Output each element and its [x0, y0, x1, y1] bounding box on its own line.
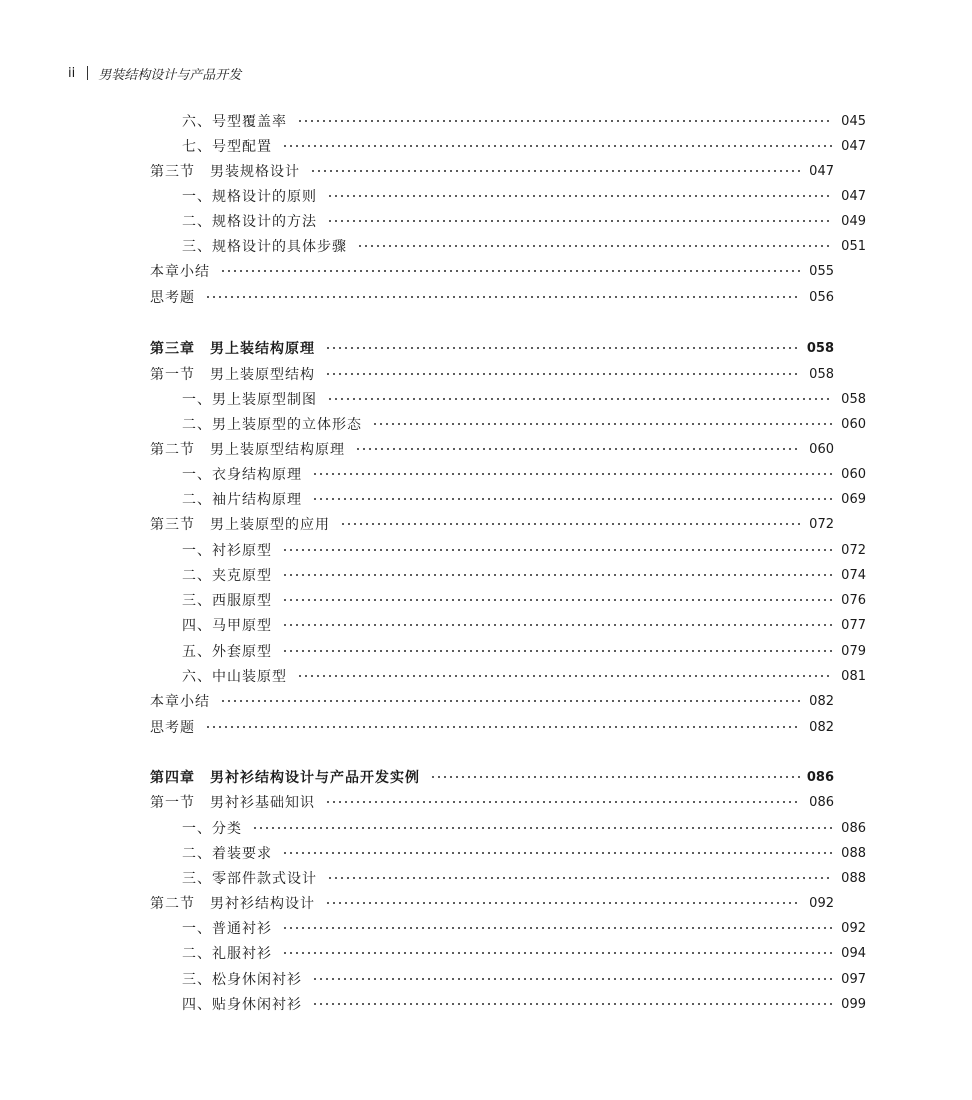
toc-entry-title: 七、号型配置: [182, 139, 272, 155]
toc-entry-title: 三、规格设计的具体步骤: [182, 239, 347, 255]
dot-leader: [327, 398, 832, 400]
dot-leader: [325, 347, 800, 349]
toc-page-number: 088: [841, 870, 866, 886]
dot-leader: [282, 145, 832, 147]
toc-page-number: 082: [809, 719, 834, 735]
toc-entry-title: 第三节 男上装原型的应用: [150, 517, 330, 533]
dot-leader: [325, 801, 800, 803]
dot-leader: [282, 549, 832, 551]
toc-page-number: 099: [841, 996, 866, 1012]
toc-entry-title: 二、规格设计的方法: [182, 214, 317, 230]
toc-entry-title: 第一节 男上装原型结构: [150, 367, 315, 383]
toc-item-row[interactable]: [0, 640, 972, 662]
dot-leader: [340, 523, 800, 525]
toc-page-number: 077: [841, 617, 866, 633]
toc-item-row[interactable]: [0, 413, 972, 435]
dot-leader: [312, 473, 832, 475]
toc-page-number: 092: [809, 895, 834, 911]
toc-entry-title: 思考题: [150, 290, 195, 306]
toc-item-row[interactable]: [0, 968, 972, 990]
toc-entry-title: 一、衬衫原型: [182, 543, 272, 559]
toc-item-row[interactable]: [0, 388, 972, 410]
toc-entry-title: 思考题: [150, 720, 195, 736]
toc-page-number: 056: [809, 289, 834, 305]
dot-leader: [312, 498, 832, 500]
toc-item-row[interactable]: [0, 942, 972, 964]
toc-entry-title: 一、普通衬衫: [182, 921, 272, 937]
toc-entry-title: 三、西服原型: [182, 593, 272, 609]
dot-leader: [327, 195, 832, 197]
toc-entry-title: 第三节 男装规格设计: [150, 164, 300, 180]
toc-page-number: 060: [841, 466, 866, 482]
dot-leader: [252, 827, 832, 829]
toc-page-number: 072: [841, 542, 866, 558]
dot-leader: [220, 270, 800, 272]
toc-page-number: 051: [841, 238, 866, 254]
dot-leader: [312, 1003, 832, 1005]
dot-leader: [282, 599, 832, 601]
toc-summary-row[interactable]: [0, 716, 940, 738]
toc-item-row[interactable]: [0, 842, 972, 864]
dot-leader: [282, 927, 832, 929]
toc-page-number: 076: [841, 592, 866, 608]
toc-item-row[interactable]: [0, 867, 972, 889]
toc-entry-title: 二、着装要求: [182, 846, 272, 862]
toc-item-row[interactable]: [0, 614, 972, 636]
toc-summary-row[interactable]: [0, 286, 940, 308]
dot-leader: [312, 978, 832, 980]
toc-page-number: 060: [809, 441, 834, 457]
toc-summary-row[interactable]: [0, 260, 940, 282]
dot-leader: [282, 852, 832, 854]
toc-entry-title: 第二节 男上装原型结构原理: [150, 442, 345, 458]
toc-item-row[interactable]: [0, 539, 972, 561]
dot-leader: [327, 220, 832, 222]
toc-item-row[interactable]: [0, 817, 972, 839]
toc-item-row[interactable]: [0, 210, 972, 232]
toc-page-number: 045: [841, 113, 866, 129]
toc-entry-title: 三、零部件款式设计: [182, 871, 317, 887]
dot-leader: [282, 650, 832, 652]
toc-item-row[interactable]: [0, 564, 972, 586]
toc-page-number: 058: [806, 340, 834, 356]
dot-leader: [282, 952, 832, 954]
toc-page-number: 092: [841, 920, 866, 936]
running-header: [68, 63, 241, 83]
dot-leader: [282, 624, 832, 626]
toc-chapter-row[interactable]: [0, 766, 940, 788]
toc-entry-title: 二、夹克原型: [182, 568, 272, 584]
dot-leader: [282, 574, 832, 576]
toc-entry-title: 第四章 男衬衫结构设计与产品开发实例: [150, 770, 420, 786]
dot-leader: [357, 245, 832, 247]
dot-leader: [430, 776, 800, 778]
toc-page-number: 055: [809, 263, 834, 279]
dot-leader: [205, 726, 800, 728]
toc-page-number: 047: [841, 138, 866, 154]
dot-leader: [327, 877, 832, 879]
toc-entry-title: 一、规格设计的原则: [182, 189, 317, 205]
dot-leader: [310, 170, 800, 172]
toc-page-number: 049: [841, 213, 866, 229]
toc-page-number: 097: [841, 971, 866, 987]
toc-section-row[interactable]: [0, 438, 940, 460]
toc-page-number: 086: [841, 820, 866, 836]
toc-entry-title: 第二节 男衬衫结构设计: [150, 896, 315, 912]
toc-page-number: 047: [809, 163, 834, 179]
toc-item-row[interactable]: [0, 589, 972, 611]
dot-leader: [297, 120, 832, 122]
dot-leader: [355, 448, 800, 450]
toc-item-row[interactable]: [0, 135, 972, 157]
toc-page-number: 094: [841, 945, 866, 961]
toc-summary-row[interactable]: [0, 690, 940, 712]
toc-entry-title: 四、贴身休闲衬衫: [182, 997, 302, 1013]
toc-section-row[interactable]: [0, 160, 940, 182]
toc-item-row[interactable]: [0, 235, 972, 257]
toc-chapter-row[interactable]: [0, 337, 940, 359]
toc-section-row[interactable]: [0, 363, 940, 385]
dot-leader: [220, 700, 800, 702]
toc-item-row[interactable]: [0, 917, 972, 939]
toc-entry-title: 二、礼服衬衫: [182, 946, 272, 962]
dot-leader: [325, 373, 800, 375]
toc-entry-title: 第一节 男衬衫基础知识: [150, 795, 315, 811]
page-number: ii: [68, 65, 76, 81]
dot-leader: [297, 675, 832, 677]
toc-item-row[interactable]: [0, 488, 972, 510]
dot-leader: [372, 423, 832, 425]
toc-entry-title: 本章小结: [150, 694, 210, 710]
dot-leader: [325, 902, 800, 904]
book-title: 男装结构设计与产品开发: [98, 67, 242, 83]
toc-entry-title: 二、男上装原型的立体形态: [182, 417, 362, 433]
toc-entry-title: 本章小结: [150, 264, 210, 280]
toc-entry-title: 一、男上装原型制图: [182, 392, 317, 408]
toc-entry-title: 一、衣身结构原理: [182, 467, 302, 483]
toc-page-number: 058: [809, 366, 834, 382]
toc-item-row[interactable]: [0, 110, 972, 132]
toc-entry-title: 二、袖片结构原理: [182, 492, 302, 508]
toc-page-number: 086: [809, 794, 834, 810]
toc-page-number: 072: [809, 516, 834, 532]
toc-entry-title: 五、外套原型: [182, 644, 272, 660]
toc-page-number: 081: [841, 668, 866, 684]
toc-page-number: 086: [806, 769, 834, 785]
toc-page-number: 047: [841, 188, 866, 204]
toc-page-number: 079: [841, 643, 866, 659]
toc-section-row[interactable]: [0, 791, 940, 813]
toc-page-number: 074: [841, 567, 866, 583]
toc-page-number: 082: [809, 693, 834, 709]
toc-item-row[interactable]: [0, 463, 972, 485]
toc-section-row[interactable]: [0, 892, 940, 914]
toc-entry-title: 六、号型覆盖率: [182, 114, 287, 130]
toc-page-number: 058: [841, 391, 866, 407]
toc-entry-title: 六、中山装原型: [182, 669, 287, 685]
dot-leader: [205, 296, 800, 298]
toc-item-row[interactable]: [0, 993, 972, 1015]
toc-section-row[interactable]: [0, 513, 940, 535]
header-divider: [87, 66, 88, 80]
toc-entry-title: 三、松身休闲衬衫: [182, 972, 302, 988]
toc-page-number: 088: [841, 845, 866, 861]
toc-entry-title: 一、分类: [182, 821, 242, 837]
toc-page-number: 060: [841, 416, 866, 432]
toc-entry-title: 四、马甲原型: [182, 618, 272, 634]
toc-item-row[interactable]: [0, 665, 972, 687]
toc-item-row[interactable]: [0, 185, 972, 207]
toc-entry-title: 第三章 男上装结构原理: [150, 341, 315, 357]
toc-page-number: 069: [841, 491, 866, 507]
